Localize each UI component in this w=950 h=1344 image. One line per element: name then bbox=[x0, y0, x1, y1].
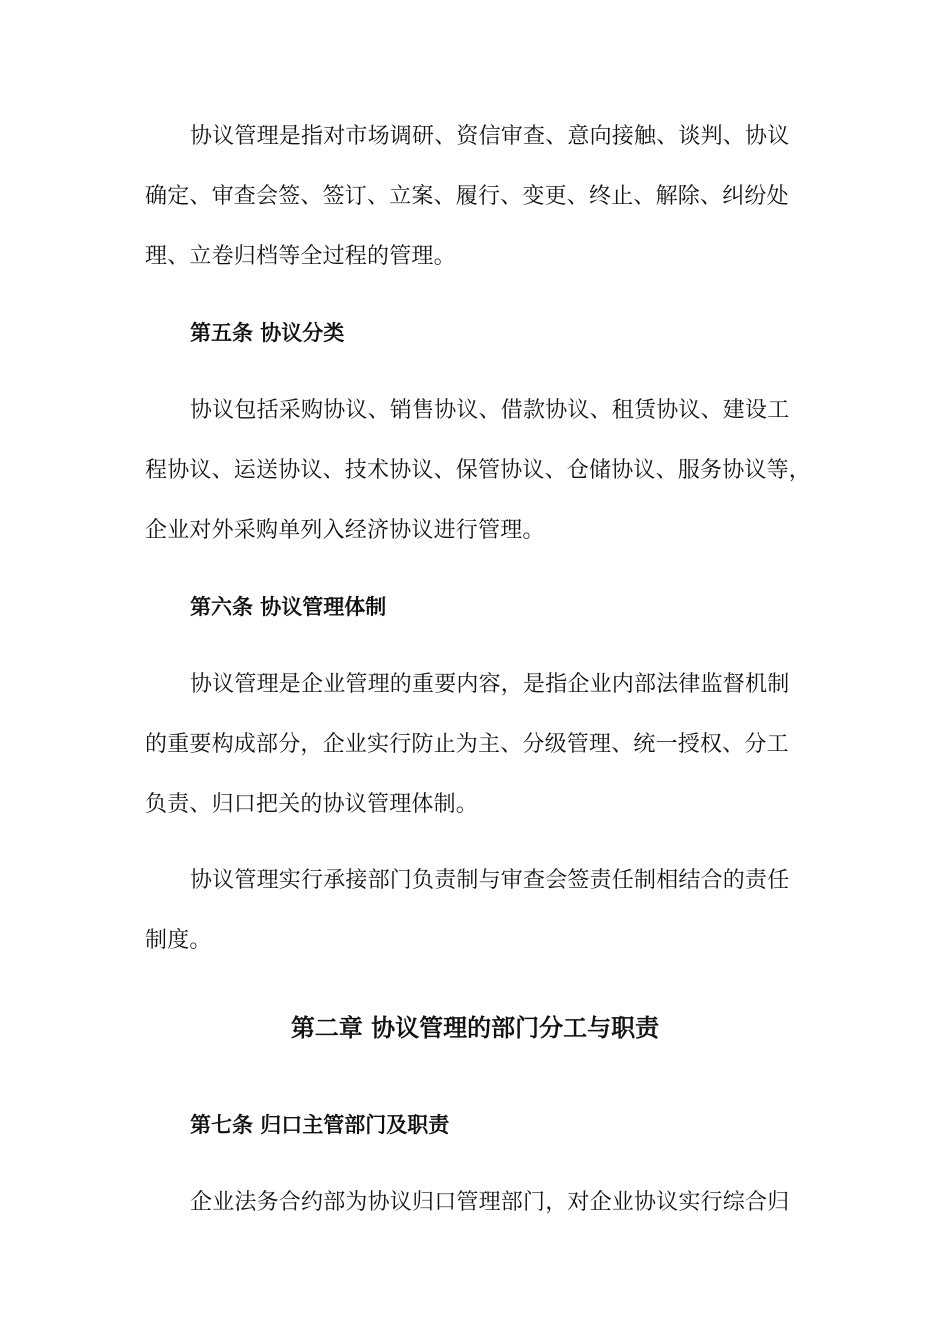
paragraph-1-line-3: 理、立卷归档等全过程的管理。 bbox=[145, 244, 456, 269]
chapter-2-heading: 第二章 协议管理的部门分工与职责 bbox=[290, 1014, 660, 1042]
paragraph-1-line-2: 确定、审查会签、签订、立案、履行、变更、终止、解除、纠纷处 bbox=[145, 184, 789, 209]
paragraph-3-line-1: 协议管理是企业管理的重要内容，是指企业内部法律监督机制 bbox=[190, 672, 790, 697]
paragraph-2-line-2: 程协议、运送协议、技术协议、保管协议、仓储协议、服务协议等， bbox=[145, 458, 812, 483]
paragraph-4-line-2: 制度。 bbox=[145, 928, 212, 953]
paragraph-2-line-1: 协议包括采购协议、销售协议、借款协议、租赁协议、建设工 bbox=[190, 398, 790, 423]
paragraph-1-line-1: 协议管理是指对市场调研、资信审查、意向接触、谈判、协议 bbox=[190, 124, 790, 149]
paragraph-2-line-3: 企业对外采购单列入经济协议进行管理。 bbox=[145, 518, 545, 543]
paragraph-4-line-1: 协议管理实行承接部门负责制与审查会签责任制相结合的责任 bbox=[190, 868, 790, 893]
paragraph-3-line-3: 负责、归口把关的协议管理体制。 bbox=[145, 792, 479, 817]
paragraph-3-line-2: 的重要构成部分，企业实行防止为主、分级管理、统一授权、分工 bbox=[145, 732, 789, 757]
paragraph-5-line-1: 企业法务合约部为协议归口管理部门，对企业协议实行综合归 bbox=[190, 1190, 790, 1215]
article-7-heading: 第七条 归口主管部门及职责 bbox=[190, 1113, 450, 1137]
article-5-heading: 第五条 协议分类 bbox=[190, 321, 345, 345]
article-6-heading: 第六条 协议管理体制 bbox=[190, 595, 387, 619]
